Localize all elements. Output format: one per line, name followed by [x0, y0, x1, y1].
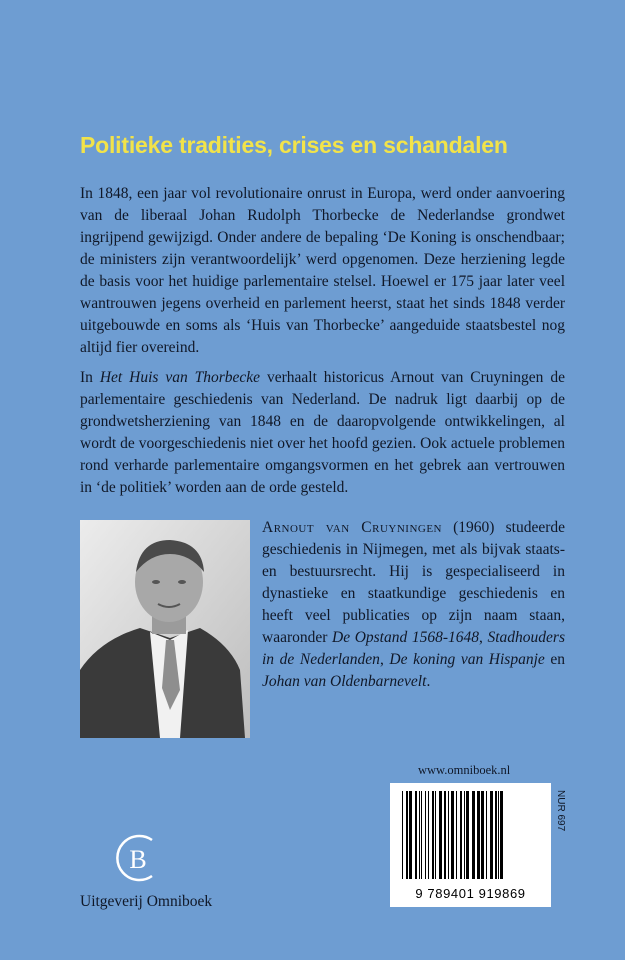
nur-code: NUR 697: [555, 790, 566, 832]
bio-text-5: .: [426, 673, 431, 690]
author-photo: [80, 520, 250, 738]
description-paragraph-1: In 1848, een jaar vol revolutionaire onrust in Europa, werd onder aanvoering van de liberaal Johan Rudolph Thorbecke de Nederlandse grondwet ingrijpend gewijzigd. Onder andere de bepaling ‘De Koning is onschendbaar; de ministers zijn verantwoordelijk’ werd opgenomen. Deze herziening legde de basis voor het huidige parlementaire stelsel. Hoewel er 175 jaar later veel wantrouwen jegens overheid en parlement heerst, staat het sinds 1848 verder uitgebouwde en soms als ‘Huis van Thorbecke’ aangeduide staatsbestel nog altijd fier overeind.: [80, 185, 565, 356]
bio-book-2: Stadhouders in de Nederlanden: [262, 629, 565, 668]
bio-book-3: De koning van Hispanje: [389, 651, 545, 668]
back-cover-title: Politieke tradities, crises en schandalen: [80, 132, 508, 158]
logo-letter: B: [129, 845, 147, 874]
publisher-logo-icon: [108, 828, 168, 888]
publisher-name: Uitgeverij Omniboek: [80, 893, 213, 910]
bio-book-1: De Opstand 1568-1648: [332, 629, 480, 646]
bio-text-3: ,: [379, 651, 390, 668]
isbn-number: 9 789401 919869: [415, 886, 526, 901]
publisher-website: www.omniboek.nl: [418, 763, 511, 777]
bio-text-2: ,: [479, 629, 488, 646]
book-title-italic: Het Huis van Thorbecke: [99, 369, 261, 386]
paragraph2-text: verhaalt historicus Arnout van Cruyningen de parlementaire geschiedenis van Nederland. De nadruk ligt daarbij op de grondwetsherziening van 1848 en de daaropvolgende ontwikkelingen, al wordt de voorgeschiedenis niet over het hoofd gezien. Ook actuele problemen rond verharde parlementaire omgangsvormen en het gebrek aan vertrouwen in ‘de politiek’ worden aan de orde gesteld.: [80, 369, 565, 496]
bio-book-4: Johan van Oldenbarnevelt: [262, 673, 427, 690]
paragraph2-lead: In: [80, 369, 100, 386]
bio-text-1: (1960) studeerde geschiedenis in Nijmegen, met als bijvak staats- en bestuursrecht. Hij is gespecialiseerd in dynastieke en staatkundige geschiedenis en heeft veel publicaties op zijn naam staan, waaronder: [262, 519, 565, 646]
description-paragraph-2: [80, 367, 565, 499]
bio-text-4: en: [544, 651, 565, 668]
author-bio: [262, 517, 565, 693]
author-name: Arnout van Cruyningen: [262, 519, 442, 536]
barcode-bars: [390, 783, 551, 883]
isbn-barcode: [390, 783, 551, 907]
